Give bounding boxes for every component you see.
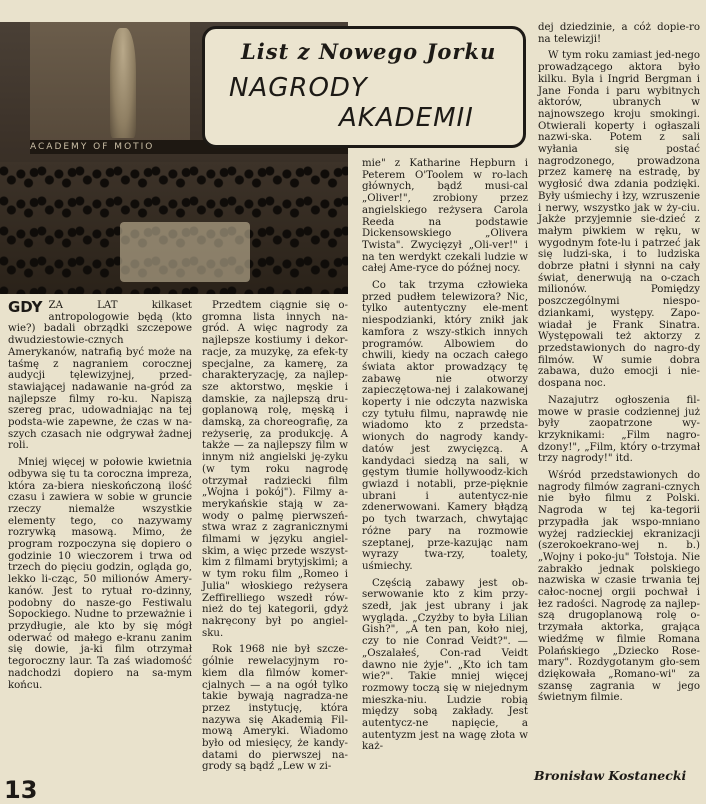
headline-line-2: AKADEMII [339,103,474,133]
page-number: 13 [4,776,38,804]
lead-word: GDY [8,298,43,316]
paragraph: Przedtem ciągnie się o-gromna lista innych na-gród. A więc nagrody za najlepsze kostiumy i dekor-racje, za muzykę, za efek-ty specjalne, za kamerę, za charakteryzację, za najlep-sze aktorstwo, męskie i damskie, za najlepszą dru-goplanową rolę, męską i damską, za choreografię, za reżyserię, za produkcję. A także — za najlepszy film w innym niż angielski ję-zyku (w tym roku nagrodę otrzymał radziecki film „Wojna i pokój"). Filmy a-merykańskie stają w za-wody o palmę pierwszeń-stwa wraz z zagranicznymi filmami w języku angiel-skim, a więc przede wszyst-kim z filmami brytyjskimi; a w tym roku film „Romeo i Julia" włoskiego reżysera Zeffirelliego wszedł rów-nież do tej kategorii, gdyż nakręcony był po angiel-sku. [202,300,348,639]
paragraph: Nazajutrz ogłoszenia fil-mowe w prasie codziennej już były zaopatrzone wy-krzyknikami: „Film nagro-dzony!", „Film, który o-trzymał trzy nagrody!" itd. [538,394,700,465]
dance-floor [120,222,250,282]
paragraph: Częścią zabawy jest ob-serwowanie kto z kim przy-szedł, jak jest ubrany i jak wygląda. „Czyżby to była Lilian Gish?", „A ten pan, koło niej, czy to nie Conrad Veidt?". — „Oszalałeś, Con-rad Veidt dawno nie żyje". „Kto ich tam wie?". Takie mniej więcej rozmowy toczą się w niejednym mieszka-niu. Ludzie robią między sobą zakłady. Jest autentycz-ne napięcie, a autentyzm jest na wagę złota w każ- [362,577,528,753]
paragraph [8,300,192,452]
series-title: List z Nowego Jorku [241,39,497,64]
article-column-3 [362,158,528,758]
paragraph: mie" z Katharine Hepburn i Peterem O'Toolem w ro-lach głównych, bądź musi-cal „Oliver!", zrobiony przez angielskiego reżysera Carola Reeda na podstawie Dickensowskiego „Olivera Twista". Zwycięzył „Oli-ver!" i na ten werdykt czekali ludzie w całej Ame-ryce do późnej nocy. [362,158,528,275]
paragraph: Mniej więcej w połowie kwietnia odbywa się tu ta coroczna impreza, która za-biera nieskończoną ilość czasu i zawiera w sobie w gruncie rzeczy niemalże wszystkie elementy tego, co nazywamy rozrywką masową. Mimo, że program rozpoczyna się dopiero o godzinie 10 wieczorem i trwa od trzech do pięciu godzin, ogląda go, lekko li-cząc, 50 milionów Amery-kanów. Jest to rytuał ro-dzinny, podobny do nasze-go Festiwalu Sopockiego. Nudne to przeważnie i przydługie, ale kto by się mógł oderwać od małego e-kranu zanim się dowie, ja-ki film otrzymał tegoroczny laur. Ta zaś wiadomość nadchodzi dopiero na sa-mym końcu. [8,457,192,691]
article-column-4 [538,22,700,709]
paragraph-text: ZA LAT kilkaset antropologowie będą (kto wie?) badali obrządki szczepowe dwudziestowie-cznych Amerykanów, natrafią być może na taśmę z nagraniem corocznej audycji tęlewizyjnej, przed-stawiającej nadawanie na-gród za najlepsze filmy ro-ku. Napiszą szereg prac, udowadniając na tej podsta-wie zapewne, że czas w na-szych czasach nie odgrywał żadnej roli. [8,300,192,452]
paragraph: W tym roku zamiast jed-nego prowadzącego aktora było kilku. Byla i Ingrid Bergman i Jane Fonda i paru wybitnych aktorów, ubranych w najnowszego kroju smokingi. Otwierali koperty i ogłaszali nazwi-ska. Potem z sali wyłania się postać nagrodzonego, prowadzona przez kamerę na estradę, by wygłosić dwa zdania podzięki. Były uśmiechy i łzy, wzruszenie i nerwy, wszystko jak w ży-ciu. Jakże przyjemnie sie-dzieć z małym piwkiem w ręku, w wygodnym fote-lu i patrzeć jak się ludzi-ska, i to ludziska dobrze płatni i słynni na cały świat, denerwują na o-czach milionów. Pomiędzy poszczególnymi niespo-dziankami, występy. Zapo-wiadał je Frank Sinatra. Występowali też aktorzy z przedstawionych do nagro-dy filmów. W sumie dobra zabawa, dużo emocji i nie-dospana noc. [538,50,700,390]
title-box [202,26,526,148]
paragraph: Co tak trzyma człowieka przed pudłem telewizora? Nic, tylko autentyczny ele-ment niespodzianki, który znikł jak kamfora z wszy-stkich innych programów. Albowiem do chwili, kiedy na oczach całego świata aktor prowadzący tę zabawę nie otworzy zapieczętowa-nej i zalakowanej koperty i nie odczyta nazwiska czy tytułu filmu, naprawdę nie wiadomo kto z przedsta-wionych do nagrody kandy-datów jest zwycięzcą. A kandydaci siedzą na sali, w gęstym tłumie hollywoodz-kich gwiazd i notabli, prze-pięknie ubrani i autentycz-nie zdenerwowani. Kamery błądzą po tych twarzach, chwytając różne pary na rozmowie szeptanej, prze-kazując nam wyrazy twa-rzy, toalety, uśmiechy. [362,280,528,572]
headline [229,73,474,133]
author-signature: Bronisław Kostanecki [534,768,687,783]
headline-line-1: NAGRODY [229,73,368,103]
article-column-1 [8,300,192,696]
oscar-statue-icon [110,28,136,138]
photo-banner-text: ACADEMY OF MOTIO [30,140,348,154]
paragraph: Wśród przedstawionych do nagrody filmów zagrani-cznych nie było filmu z Polski. Nagroda w tej ka-tegorii przypadła jak wspo-mniano wyżej radzieckiej ekranizacji (szerokoekrano-wej n. b.) „Wojny i poko-ju" Tołstoja. Nie zabrakło jednak polskiego nazwiska w czasie trwania tej całoc-nocnej orgii pochwał i łez radości. Nagrodę za najlep-szą drugoplanową rolę o-trzymała aktorka, grająca wiedźmę w filmie Romana Polańskiego „Dziecko Rose-mary". Rozdygotanym gło-sem dziękowała „Romano-wi" za szansę zagrania w jego świetnym filmie. [538,470,700,704]
article-column-2 [202,300,348,778]
paragraph: dej dziedzinie, a cóż dopie-ro na telewizji! [538,22,700,45]
paragraph: Rok 1968 nie był szcze-gólnie rewelacyjnym ro-kiem dla filmów komer-cjalnych — a na ogół tylko takie bywają nagradza-ne przez instytucję, która nazywa się Akademią Fil-mową Ameryki. Wiadomo było od miesięcy, że kandy-datami do pierwszej na-grody są bądź „Lew w zi- [202,644,348,773]
